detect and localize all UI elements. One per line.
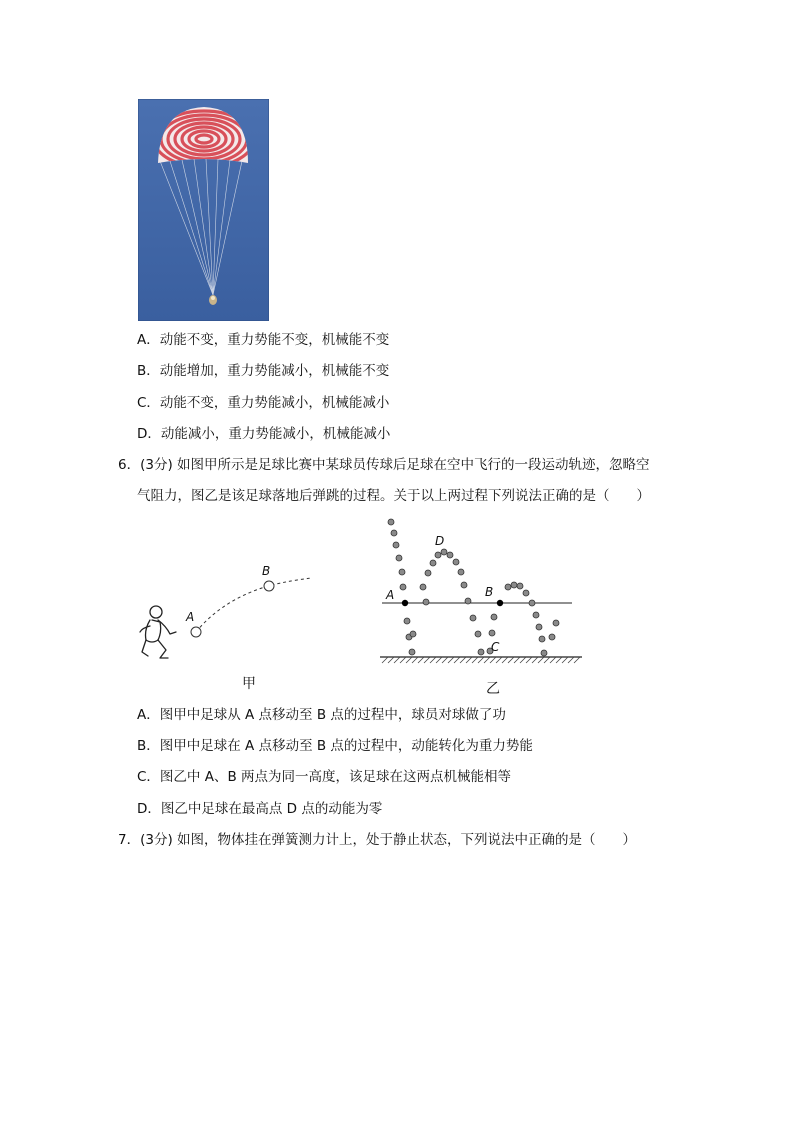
q7-stem-line1: 7．(3分) 如图，物体挂在弹簧测力计上，处于静止状态，下列说法中正确的是（ ） — [118, 832, 637, 848]
figure-jia — [132, 560, 322, 670]
parachute-illustration — [138, 99, 269, 321]
figure-yi — [376, 515, 586, 665]
q6-option-c: C．图乙中 A、B 两点为同一高度，该足球在这两点机械能相等 — [137, 769, 512, 785]
q6-stem-line1: 6．(3分) 如图甲所示是足球比赛中某球员传球后足球在空中飞行的一段运动轨迹，忽略空 — [118, 457, 650, 473]
yi-point-d-label: D — [435, 534, 445, 548]
yi-point-a-label: A — [386, 588, 395, 602]
q6-option-a: A．图甲中足球从 A 点移动至 B 点的过程中，球员对球做了功 — [137, 707, 506, 723]
player-figure — [140, 606, 176, 658]
q5-option-a: A．动能不变，重力势能不变，机械能不变 — [137, 332, 390, 348]
q6-option-d: D．图乙中足球在最高点 D 点的动能为零 — [137, 801, 383, 817]
q6-stem-line2: 气阻力，图乙是该足球落地后弹跳的过程。关于以上两过程下列说法正确的是（ ） — [137, 488, 650, 504]
figure-jia-caption: 甲 — [242, 676, 256, 692]
parachute-photo — [138, 99, 269, 321]
jia-point-b-label: B — [262, 564, 271, 578]
yi-point-c-label: C — [491, 640, 500, 654]
bounce-diagram — [376, 515, 586, 665]
q5-option-d: D．动能减小，重力势能减小，机械能减小 — [137, 426, 391, 442]
jia-point-a-label: A — [186, 610, 195, 624]
q6-option-b: B．图甲中足球在 A 点移动至 B 点的过程中，动能转化为重力势能 — [137, 738, 533, 754]
yi-point-b-label: B — [485, 585, 494, 599]
q5-option-b: B．动能增加，重力势能减小，机械能不变 — [137, 363, 390, 379]
q5-option-c: C．动能不变，重力势能减小，机械能减小 — [137, 395, 390, 411]
ball-dots — [388, 519, 559, 656]
figure-yi-caption: 乙 — [486, 681, 500, 697]
kick-trajectory-diagram — [132, 560, 322, 670]
